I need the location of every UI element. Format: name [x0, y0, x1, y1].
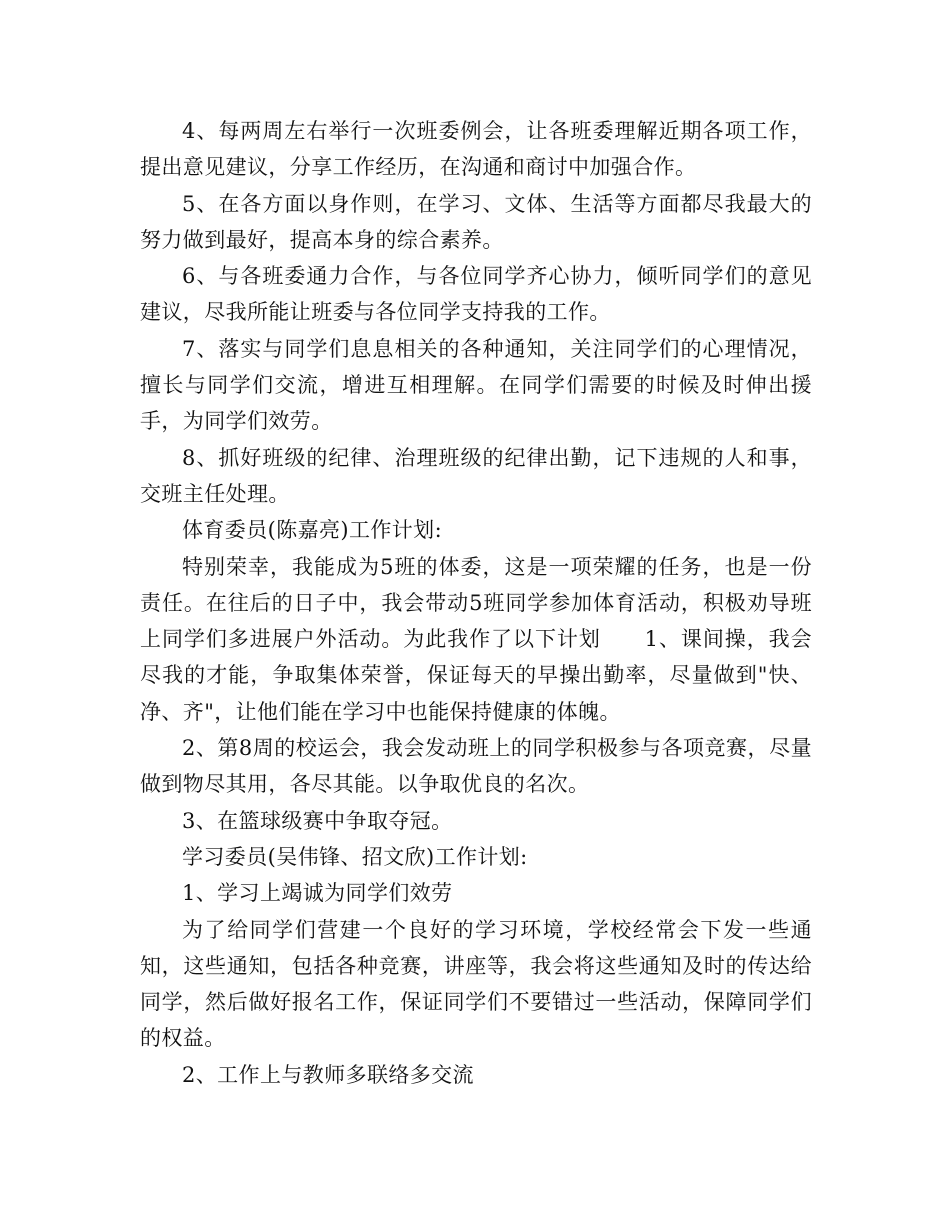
section-heading-sports: 体育委员(陈嘉亮)工作计划:	[182, 518, 443, 543]
paragraph-item-5: 5、在各方面以身作则，在学习、文体、生活等方面都尽我最大的努力做到最好，提高本身的综合素养。	[140, 191, 812, 252]
paragraph-study-1: 1、学习上竭诚为同学们效劳	[182, 881, 453, 906]
paragraph-item-4: 4、每两周左右举行一次班委例会，让各班委理解近期各项工作，提出意见建议，分享工作经历，在沟通和商讨中加强合作。	[140, 119, 812, 180]
paragraph-sports-intro: 特别荣幸，我能成为5班的体委，这是一项荣耀的任务，也是一份责任。在往后的日子中，我会带动5班同学参加体育活动，积极劝导班上同学们多进展户外活动。为此我作了以下计划 1、课间操，我会尽我的才能，争取集体荣誉，保证每天的早操出勤率，尽量做到"快、净、齐"，让他们能在学习中也能保持健康的体魄。	[140, 554, 812, 724]
paragraph-study-2: 2、工作上与教师多联络多交流	[182, 1062, 474, 1087]
paragraph-study-1-body: 为了给同学们营建一个良好的学习环境，学校经常会下发一些通知，这些通知，包括各种竞赛，讲座等，我会将这些通知及时的传达给同学，然后做好报名工作，保证同学们不要错过一些活动，保障同学们的权益。	[140, 917, 812, 1051]
paragraph-sports-2: 2、第8周的校运会，我会发动班上的同学积极参与各项竞赛，尽量做到物尽其用，各尽其能。以争取优良的名次。	[140, 736, 812, 797]
section-heading-study: 学习委员(吴伟锋、招文欣)工作计划:	[182, 844, 528, 869]
paragraph-item-6: 6、与各班委通力合作，与各位同学齐心协力，倾听同学们的意见建议，尽我所能让班委与各位同学支持我的工作。	[140, 264, 812, 325]
paragraph-item-8: 8、抓好班级的纪律、治理班级的纪律出勤，记下违规的人和事，交班主任处理。	[140, 445, 812, 506]
paragraph-sports-3: 3、在篮球级赛中争取夺冠。	[182, 808, 453, 833]
document-body	[140, 113, 812, 1093]
paragraph-item-7: 7、落实与同学们息息相关的各种通知，关注同学们的心理情况，擅长与同学们交流，增进互相理解。在同学们需要的时候及时伸出援手，为同学们效劳。	[140, 336, 812, 434]
